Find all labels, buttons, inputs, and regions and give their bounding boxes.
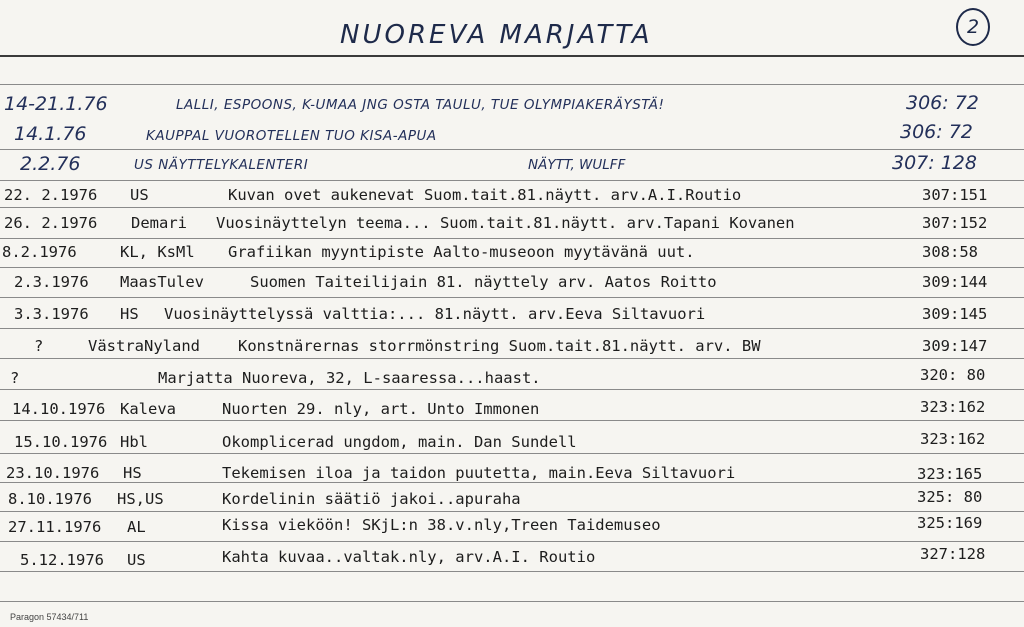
- entry-date: 2.3.1976: [14, 273, 89, 291]
- ruled-line: [0, 571, 1024, 572]
- entry-date: 14.1.76: [14, 123, 87, 145]
- entry-text: Grafiikan myyntipiste Aalto-museoon myytävänä uut.: [228, 243, 695, 261]
- entry-date: 14.10.1976: [12, 400, 106, 418]
- entry-source: US: [127, 551, 146, 569]
- entry-ref: 323:162: [920, 430, 986, 448]
- entry-text: Kordelinin säätiö jakoi..apuraha: [222, 490, 521, 508]
- ruled-line: [0, 541, 1024, 542]
- entry-ref: 307:152: [922, 214, 988, 232]
- entry-ref: 307: 128: [892, 152, 977, 174]
- entry-source: Demari: [131, 214, 187, 232]
- ruled-line: [0, 267, 1024, 268]
- entry-date: 3.3.1976: [14, 305, 89, 323]
- entry-date: ?: [10, 369, 20, 387]
- entry-source: Hbl: [120, 433, 148, 451]
- entry-extra: NÄYTT, WULFF: [528, 157, 626, 173]
- entry-ref: 327:128: [920, 545, 986, 563]
- card-number-circle: 2: [956, 8, 990, 46]
- entry-date: ?: [34, 337, 44, 355]
- entry-source: VästraNyland: [88, 337, 200, 355]
- entry-text: Kuvan ovet aukenevat Suom.tait.81.näytt. arv.A.I.Routio: [228, 186, 742, 204]
- ruled-line: [0, 149, 1024, 150]
- card-title: NUOREVA MARJATTA: [340, 20, 653, 50]
- entry-date: 5.12.1976: [20, 551, 104, 569]
- entry-date: 23.10.1976: [6, 464, 100, 482]
- entry-text: Kissa vieköön! SKjL:n 38.v.nly,Treen Taidemuseo: [222, 516, 661, 534]
- entry-ref: 306: 72: [906, 92, 979, 114]
- entry-ref: 320: 80: [920, 366, 986, 384]
- entry-source: MaasTulev: [120, 273, 204, 291]
- ruled-line: [0, 328, 1024, 329]
- entry-source: HS: [120, 305, 139, 323]
- entry-text: Vuosinäyttelyssä valttia:... 81.näytt. arv.Eeva Siltavuori: [164, 305, 706, 323]
- ruled-line: [0, 358, 1024, 359]
- entry-date: 8.2.1976: [2, 243, 77, 261]
- entry-date: 27.11.1976: [8, 518, 102, 536]
- ruled-line: [0, 297, 1024, 298]
- entry-ref: 309:147: [922, 337, 988, 355]
- entry-date: 14-21.1.76: [4, 93, 108, 115]
- entry-source: HS: [123, 464, 142, 482]
- entry-source: HS,US: [117, 490, 164, 508]
- entry-date: 8.10.1976: [8, 490, 92, 508]
- entry-text: Kahta kuvaa..valtak.nly, arv.A.I. Routio: [222, 548, 596, 566]
- entry-ref: 308:58: [922, 243, 978, 261]
- card-footer: Paragon 57434/711: [10, 612, 89, 622]
- ruled-line: [0, 238, 1024, 239]
- entry-ref: 309:144: [922, 273, 988, 291]
- entry-date: 26. 2.1976: [4, 214, 98, 232]
- entry-date: 15.10.1976: [14, 433, 108, 451]
- ruled-line: [0, 511, 1024, 512]
- entry-source: Kaleva: [120, 400, 176, 418]
- entry-text: Marjatta Nuoreva, 32, L-saaressa...haast.: [158, 369, 541, 387]
- ruled-line: [0, 389, 1024, 390]
- ruled-line: [0, 207, 1024, 208]
- ruled-line: [0, 482, 1024, 483]
- entry-date: 2.2.76: [20, 153, 81, 175]
- entry-source: AL: [127, 518, 146, 536]
- ruled-line: [0, 84, 1024, 85]
- ruled-line: [0, 180, 1024, 181]
- entry-ref: 306: 72: [900, 121, 973, 143]
- entry-source: KL, KsMl: [120, 243, 195, 261]
- entry-source: US: [130, 186, 149, 204]
- entry-ref: 325:169: [917, 514, 983, 532]
- entry-text: Vuosinäyttelyn teema... Suom.tait.81.näytt. arv.Tapani Kovanen: [216, 214, 795, 232]
- entry-ref: 309:145: [922, 305, 988, 323]
- entry-text: Nuorten 29. nly, art. Unto Immonen: [222, 400, 540, 418]
- entry-text: Okomplicerad ungdom, main. Dan Sundell: [222, 433, 577, 451]
- entry-text: US NÄYTTELYKALENTERI: [134, 157, 309, 173]
- entry-ref: 325: 80: [917, 488, 983, 506]
- ruled-line: [0, 601, 1024, 602]
- entry-ref: 323:165: [917, 465, 983, 483]
- ruled-line: [0, 420, 1024, 421]
- entry-text: Konstnärernas storrmönstring Suom.tait.81.näytt. arv. BW: [238, 337, 761, 355]
- header-rule: [0, 55, 1024, 57]
- entry-text: KAUPPAL VUOROTELLEN TUO KISA-APUA: [146, 128, 437, 144]
- entry-text: Tekemisen iloa ja taidon puutetta, main.Eeva Siltavuori: [222, 464, 736, 482]
- entry-text: LALLI, ESPOONS, K-UMAA JNG OSTA TAULU, TUE OLYMPIAKERÄYSTÄ!: [176, 97, 665, 113]
- entry-ref: 307:151: [922, 186, 988, 204]
- ruled-line: [0, 453, 1024, 454]
- entry-date: 22. 2.1976: [4, 186, 98, 204]
- entry-ref: 323:162: [920, 398, 986, 416]
- entry-text: Suomen Taiteilijain 81. näyttely arv. Aatos Roitto: [250, 273, 717, 291]
